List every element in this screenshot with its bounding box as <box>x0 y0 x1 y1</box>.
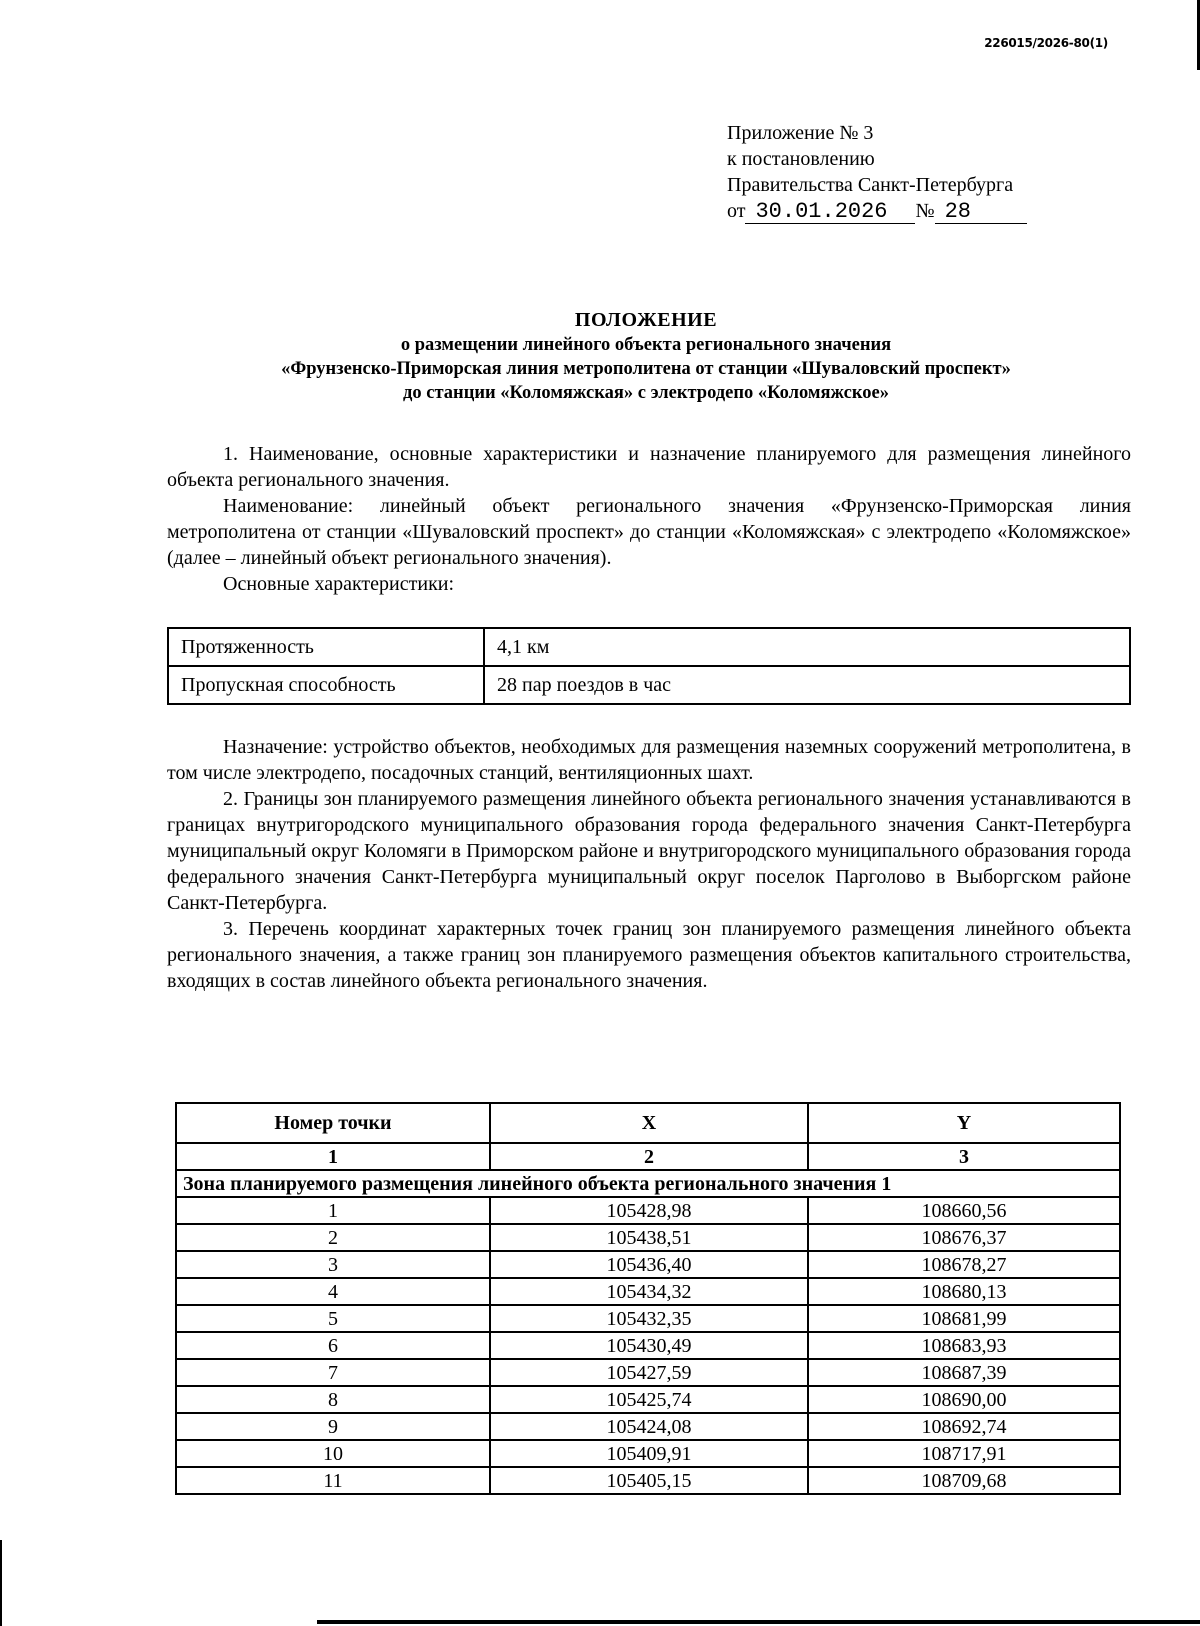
coordinates-table <box>175 1102 1121 1495</box>
point-number: 3 <box>176 1251 490 1278</box>
table-row <box>176 1386 1120 1413</box>
column-number: 1 <box>176 1143 490 1170</box>
x-value: 105428,98 <box>490 1197 808 1224</box>
table-header-row <box>176 1103 1120 1143</box>
x-value: 105432,35 <box>490 1305 808 1332</box>
section-1-intro: 1. Наименование, основные характеристики и назначение планируемого для размещения линейного объекта регионального значения. <box>167 443 1131 491</box>
x-value: 105427,59 <box>490 1359 808 1386</box>
table-row <box>176 1305 1120 1332</box>
y-value: 108676,37 <box>808 1224 1120 1251</box>
y-value: 108709,68 <box>808 1467 1120 1494</box>
table-row <box>176 1278 1120 1305</box>
characteristic-label: Пропускная способность <box>168 666 484 704</box>
characteristic-label: Протяженность <box>168 628 484 666</box>
title-heading: ПОЛОЖЕНИЕ <box>574 309 718 331</box>
x-value: 105424,08 <box>490 1413 808 1440</box>
section-1 <box>167 441 1131 597</box>
title-line-1: о размещении линейного объекта регионального значения <box>400 335 892 355</box>
y-value: 108683,93 <box>808 1332 1120 1359</box>
x-value: 105405,15 <box>490 1467 808 1494</box>
point-number: 5 <box>176 1305 490 1332</box>
y-value: 108680,13 <box>808 1278 1120 1305</box>
x-value: 105438,51 <box>490 1224 808 1251</box>
appendix-header <box>727 120 1027 224</box>
y-value: 108692,74 <box>808 1413 1120 1440</box>
title-line-3: до станции «Коломяжская» с электродепо «Коломяжское» <box>403 383 889 403</box>
column-number-row <box>176 1143 1120 1170</box>
column-number: 3 <box>808 1143 1120 1170</box>
table-row <box>176 1440 1120 1467</box>
appendix-line-2: к постановлению <box>727 148 875 170</box>
table-row <box>176 1224 1120 1251</box>
section-2-paragraph: 2. Границы зон планируемого размещения линейного объекта регионального значения устанавливаются в границах внутригородского муниципального образования города федерального значения Санкт-Петербурга муниципальный округ Коломяги в Приморском районе и внутригородского муниципального образования города федерального значения Санкт-Петербурга муниципальный округ поселок Парголово в Выборгском районе Санкт-Петербурга. <box>167 788 1131 914</box>
y-value: 108690,00 <box>808 1386 1120 1413</box>
x-value: 105425,74 <box>490 1386 808 1413</box>
appendix-line-3: Правительства Санкт-Петербурга <box>727 174 1014 196</box>
y-value: 108678,27 <box>808 1251 1120 1278</box>
table-row <box>176 1359 1120 1386</box>
table-row <box>176 1413 1120 1440</box>
x-value: 105436,40 <box>490 1251 808 1278</box>
resolution-date: 30.01.2026 <box>745 201 915 224</box>
resolution-number: 28 <box>935 201 1027 224</box>
section-1-name: Наименование: линейный объект регионального значения «Фрунзенско-Приморская линия метрополитена от станции «Шуваловский проспект» до станции «Коломяжская» с электродепо «Коломяжское» (далее – линейный объект регионального значения). <box>167 495 1131 569</box>
point-number: 1 <box>176 1197 490 1224</box>
scan-bottom-line <box>317 1620 1200 1624</box>
number-label: № <box>915 200 935 222</box>
table-row <box>168 628 1130 666</box>
point-number: 2 <box>176 1224 490 1251</box>
point-number: 11 <box>176 1467 490 1494</box>
point-number: 10 <box>176 1440 490 1467</box>
point-number: 9 <box>176 1413 490 1440</box>
point-number: 6 <box>176 1332 490 1359</box>
section-3-paragraph: 3. Перечень координат характерных точек границ зон планируемого размещения линейного объекта регионального значения, а также границ зон планируемого размещения объектов капитального строительства, входящих в состав линейного объекта регионального значения. <box>167 918 1131 992</box>
appendix-date-number-line <box>727 198 1027 224</box>
x-value: 105430,49 <box>490 1332 808 1359</box>
characteristic-value: 4,1 км <box>484 628 1130 666</box>
header-x: X <box>490 1103 808 1143</box>
y-value: 108660,56 <box>808 1197 1120 1224</box>
zone-title-row <box>176 1170 1120 1197</box>
y-value: 108717,91 <box>808 1440 1120 1467</box>
zone-title: Зона планируемого размещения линейного объекта регионального значения 1 <box>176 1170 1120 1197</box>
scan-edge-mark <box>0 1540 2 1626</box>
point-number: 8 <box>176 1386 490 1413</box>
table-row <box>176 1197 1120 1224</box>
title-line-2: «Фрунзенско-Приморская линия метрополитена от станции «Шуваловский проспект» <box>281 359 1011 379</box>
table-row <box>176 1332 1120 1359</box>
x-value: 105434,32 <box>490 1278 808 1305</box>
point-number: 4 <box>176 1278 490 1305</box>
header-y: Y <box>808 1103 1120 1143</box>
sections-2-3 <box>167 734 1131 994</box>
x-value: 105409,91 <box>490 1440 808 1467</box>
column-number: 2 <box>490 1143 808 1170</box>
characteristics-table <box>167 627 1131 705</box>
table-row <box>176 1251 1120 1278</box>
section-1-characteristics-label: Основные характеристики: <box>223 573 455 595</box>
characteristic-value: 28 пар поездов в час <box>484 666 1130 704</box>
purpose-paragraph: Назначение: устройство объектов, необходимых для размещения наземных сооружений метрополитена, в том числе электродепо, посадочных станций, вентиляционных шахт. <box>167 736 1131 784</box>
from-label: от <box>727 200 746 222</box>
y-value: 108681,99 <box>808 1305 1120 1332</box>
point-number: 7 <box>176 1359 490 1386</box>
table-row <box>168 666 1130 704</box>
y-value: 108687,39 <box>808 1359 1120 1386</box>
header-point-number: Номер точки <box>176 1103 490 1143</box>
table-row <box>176 1467 1120 1494</box>
document-title <box>160 307 1132 405</box>
appendix-line-1: Приложение № 3 <box>727 122 874 144</box>
document-number: 226015/2026-80(1) <box>984 36 1108 50</box>
